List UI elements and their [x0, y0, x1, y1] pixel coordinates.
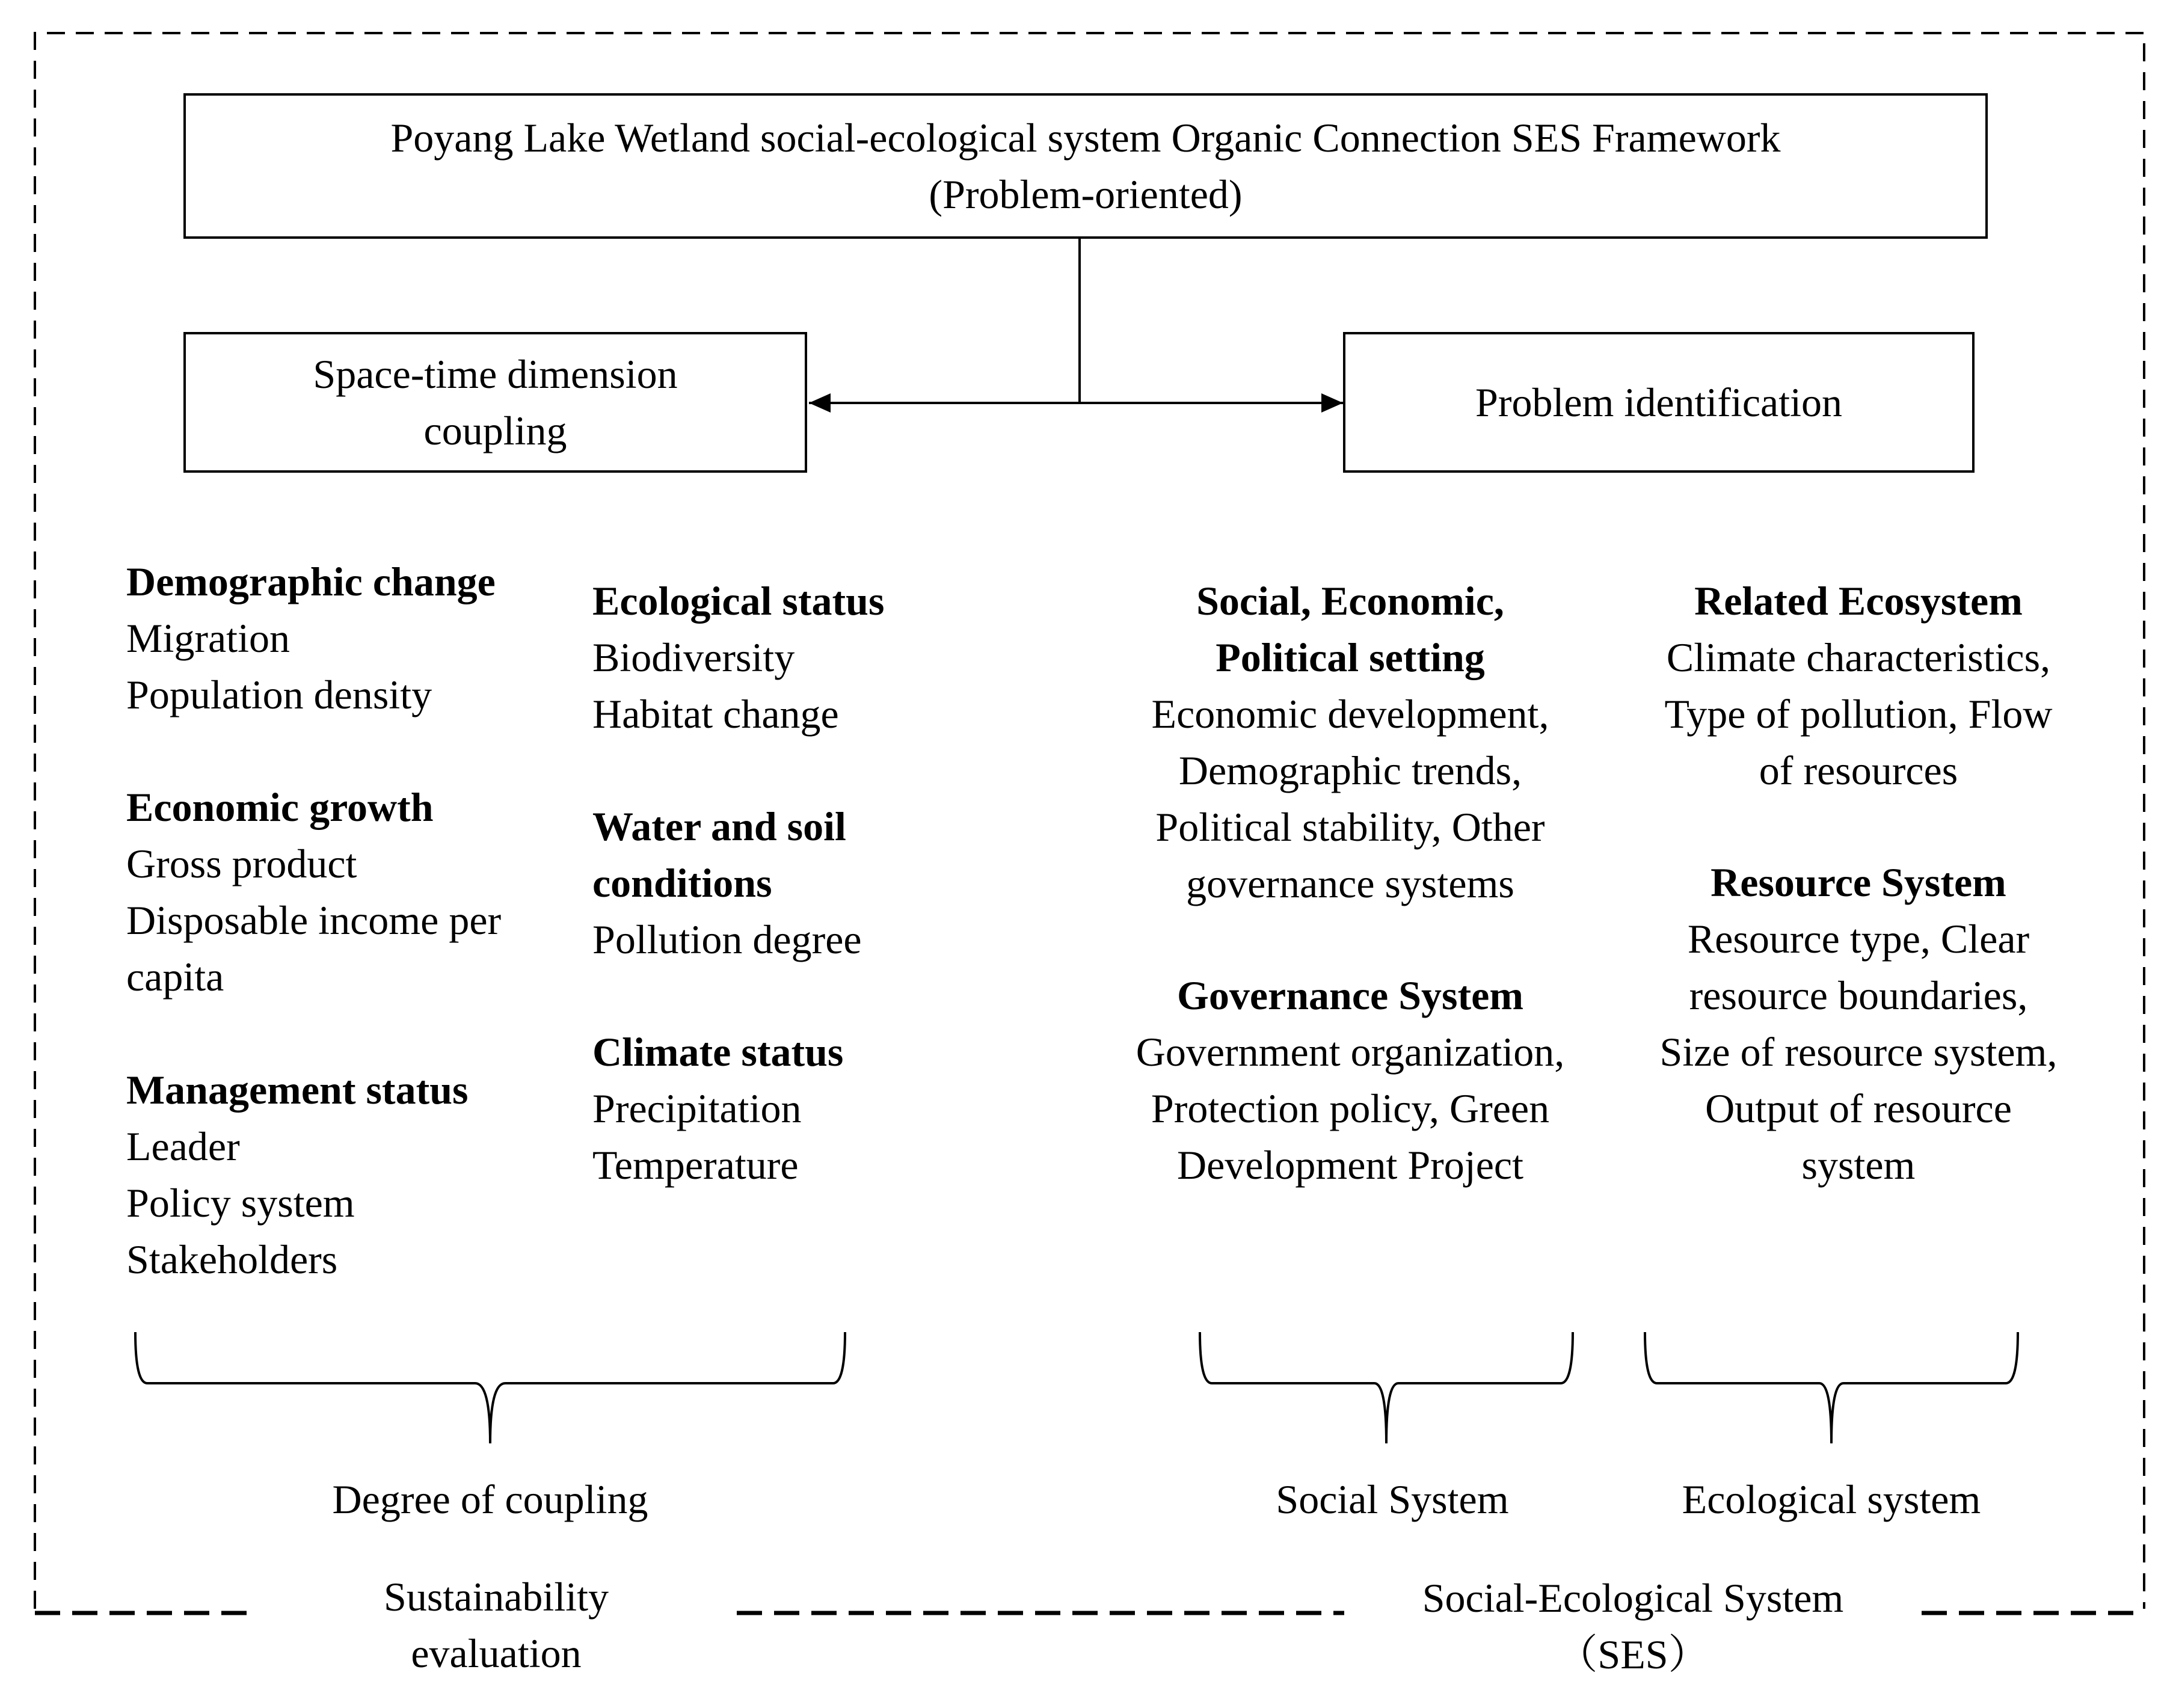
title-line-1: Poyang Lake Wetland social-ecological system Organic Connection SES Framework — [390, 115, 1781, 161]
setting-item: Economic development, — [1151, 691, 1549, 737]
economic-item: Gross product — [126, 841, 357, 886]
space-time-line-1: Space-time dimension — [313, 351, 678, 397]
ses-label — [1350, 1570, 1916, 1683]
related-item: Climate characteristics, — [1666, 634, 2051, 680]
related-heading: Related Ecosystem — [1694, 578, 2023, 624]
setting-item: Political stability, Other — [1155, 804, 1545, 850]
economic-heading: Economic growth — [126, 784, 434, 830]
problem-identification-label: Problem identification — [1475, 379, 1842, 425]
resource-item: Resource type, Clear — [1687, 916, 2030, 962]
sustainability-evaluation-label — [265, 1568, 728, 1682]
social-setting-group — [1086, 573, 1615, 912]
ses-line-2: （SES） — [1557, 1632, 1709, 1677]
related-item: Type of pollution, Flow — [1664, 691, 2053, 737]
resource-heading: Resource System — [1710, 859, 2006, 905]
demographic-change-group — [126, 553, 496, 723]
ecological-system-label: Ecological system — [1682, 1476, 1981, 1522]
management-item: Policy system — [126, 1180, 355, 1226]
water-soil-group — [592, 798, 862, 968]
management-item: Leader — [126, 1123, 240, 1169]
economic-growth-group — [126, 779, 501, 1005]
ses-line-1: Social-Ecological System — [1422, 1575, 1844, 1621]
setting-item: governance systems — [1186, 861, 1514, 906]
governance-item: Development Project — [1177, 1142, 1523, 1188]
ecological-status-group — [592, 573, 884, 742]
brace-social — [1200, 1332, 1573, 1443]
management-heading: Management status — [126, 1067, 469, 1113]
management-status-group — [126, 1061, 469, 1288]
demographic-item: Population density — [126, 672, 432, 717]
social-system-label: Social System — [1276, 1476, 1509, 1522]
governance-heading: Governance System — [1176, 972, 1523, 1018]
sustainability-line-1: Sustainability — [384, 1574, 609, 1620]
water-item: Pollution degree — [592, 917, 862, 962]
ecological-item: Biodiversity — [592, 634, 795, 680]
related-ecosystem-group — [1618, 573, 2099, 799]
sustainability-line-2: evaluation — [411, 1630, 582, 1676]
governance-item: Protection policy, Green — [1151, 1086, 1550, 1131]
degree-of-coupling-label: Degree of coupling — [332, 1476, 648, 1522]
setting-heading-line-2: Political setting — [1216, 634, 1485, 680]
space-time-box — [183, 332, 807, 473]
problem-identification-box — [1343, 332, 1975, 473]
setting-heading-line-1: Social, Economic, — [1196, 578, 1504, 624]
resource-item: Output of resource — [1705, 1086, 2012, 1131]
title-box — [183, 93, 1988, 239]
demographic-item: Migration — [126, 615, 290, 661]
resource-item: system — [1801, 1142, 1916, 1188]
governance-system-group — [1086, 967, 1615, 1193]
climate-status-group — [592, 1024, 843, 1193]
water-heading-line-2: conditions — [592, 860, 772, 906]
resource-system-group — [1618, 854, 2099, 1193]
economic-item: capita — [126, 954, 224, 1000]
demographic-heading: Demographic change — [126, 559, 496, 604]
related-item: of resources — [1759, 748, 1958, 793]
brace-coupling — [135, 1332, 845, 1443]
resource-item: Size of resource system, — [1659, 1029, 2058, 1075]
ecological-heading: Ecological status — [592, 578, 885, 624]
governance-item: Government organization, — [1136, 1029, 1565, 1075]
space-time-line-2: coupling — [423, 408, 567, 453]
water-heading-line-1: Water and soil — [592, 803, 846, 849]
setting-item: Demographic trends, — [1178, 748, 1522, 793]
management-item: Stakeholders — [126, 1236, 338, 1282]
climate-heading: Climate status — [592, 1029, 844, 1075]
economic-item: Disposable income per — [126, 897, 502, 943]
brace-ecological — [1645, 1332, 2018, 1443]
ecological-item: Habitat change — [592, 691, 839, 737]
title-line-2: (Problem-oriented) — [929, 171, 1243, 217]
resource-item: resource boundaries, — [1689, 972, 2028, 1018]
climate-item: Precipitation — [592, 1086, 802, 1131]
climate-item: Temperature — [592, 1142, 799, 1188]
